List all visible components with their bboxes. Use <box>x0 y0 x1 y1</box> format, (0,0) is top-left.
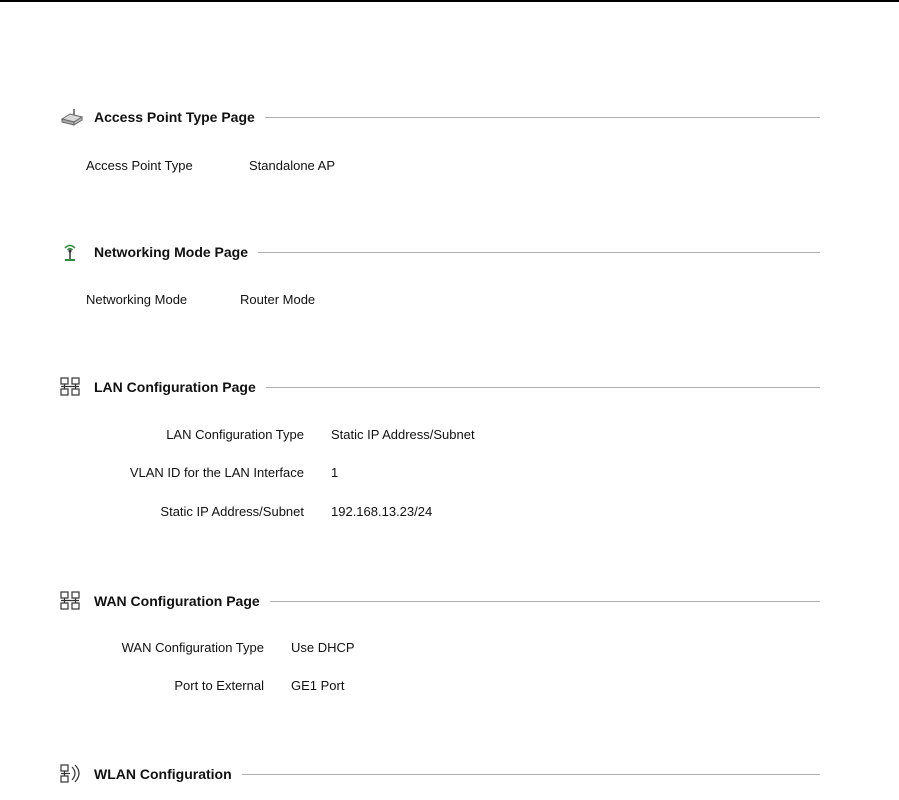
field-row-port-to-external <box>0 677 899 695</box>
field-value: Use DHCP <box>291 640 355 655</box>
section-title: Networking Mode Page <box>94 244 249 260</box>
antenna-icon <box>60 242 84 262</box>
section-header-networking-mode <box>60 242 820 262</box>
section-divider <box>266 387 820 388</box>
section-divider <box>258 252 820 253</box>
field-row-vlan-id <box>0 464 899 482</box>
field-label: Networking Mode <box>86 292 188 307</box>
section-divider <box>242 774 820 775</box>
wireless-network-icon <box>60 764 84 784</box>
network-icon <box>60 591 84 611</box>
field-label: WAN Configuration Type <box>121 640 264 655</box>
top-border <box>0 0 899 2</box>
field-label: LAN Configuration Type <box>166 427 304 442</box>
field-value: Router Mode <box>240 292 316 307</box>
section-divider <box>265 117 820 118</box>
access-point-icon <box>60 107 84 127</box>
section-title: WLAN Configuration <box>94 766 232 782</box>
field-row-wan-configuration-type <box>0 639 899 657</box>
section-title: LAN Configuration Page <box>94 379 256 395</box>
field-label: Static IP Address/Subnet <box>160 504 304 519</box>
field-row-access-point-type <box>0 157 899 175</box>
network-icon <box>60 377 84 397</box>
field-value: Static IP Address/Subnet <box>331 427 475 442</box>
field-value: GE1 Port <box>291 678 345 693</box>
field-label: Access Point Type <box>86 158 193 173</box>
field-value: 1 <box>331 465 339 480</box>
section-divider <box>270 601 820 602</box>
section-title: WAN Configuration Page <box>94 593 260 609</box>
section-title: Access Point Type Page <box>94 109 255 125</box>
field-row-lan-configuration-type <box>0 426 899 444</box>
field-row-static-ip <box>0 503 899 521</box>
field-label: VLAN ID for the LAN Interface <box>129 465 304 480</box>
field-row-networking-mode <box>0 291 899 309</box>
section-header-access-point-type <box>60 107 820 127</box>
field-label: Port to External <box>174 678 264 693</box>
section-header-lan-configuration <box>60 377 820 397</box>
field-value: 192.168.13.23/24 <box>331 504 433 519</box>
section-header-wan-configuration <box>60 591 820 611</box>
field-value: Standalone AP <box>249 158 336 173</box>
section-header-wlan-configuration <box>60 764 820 784</box>
